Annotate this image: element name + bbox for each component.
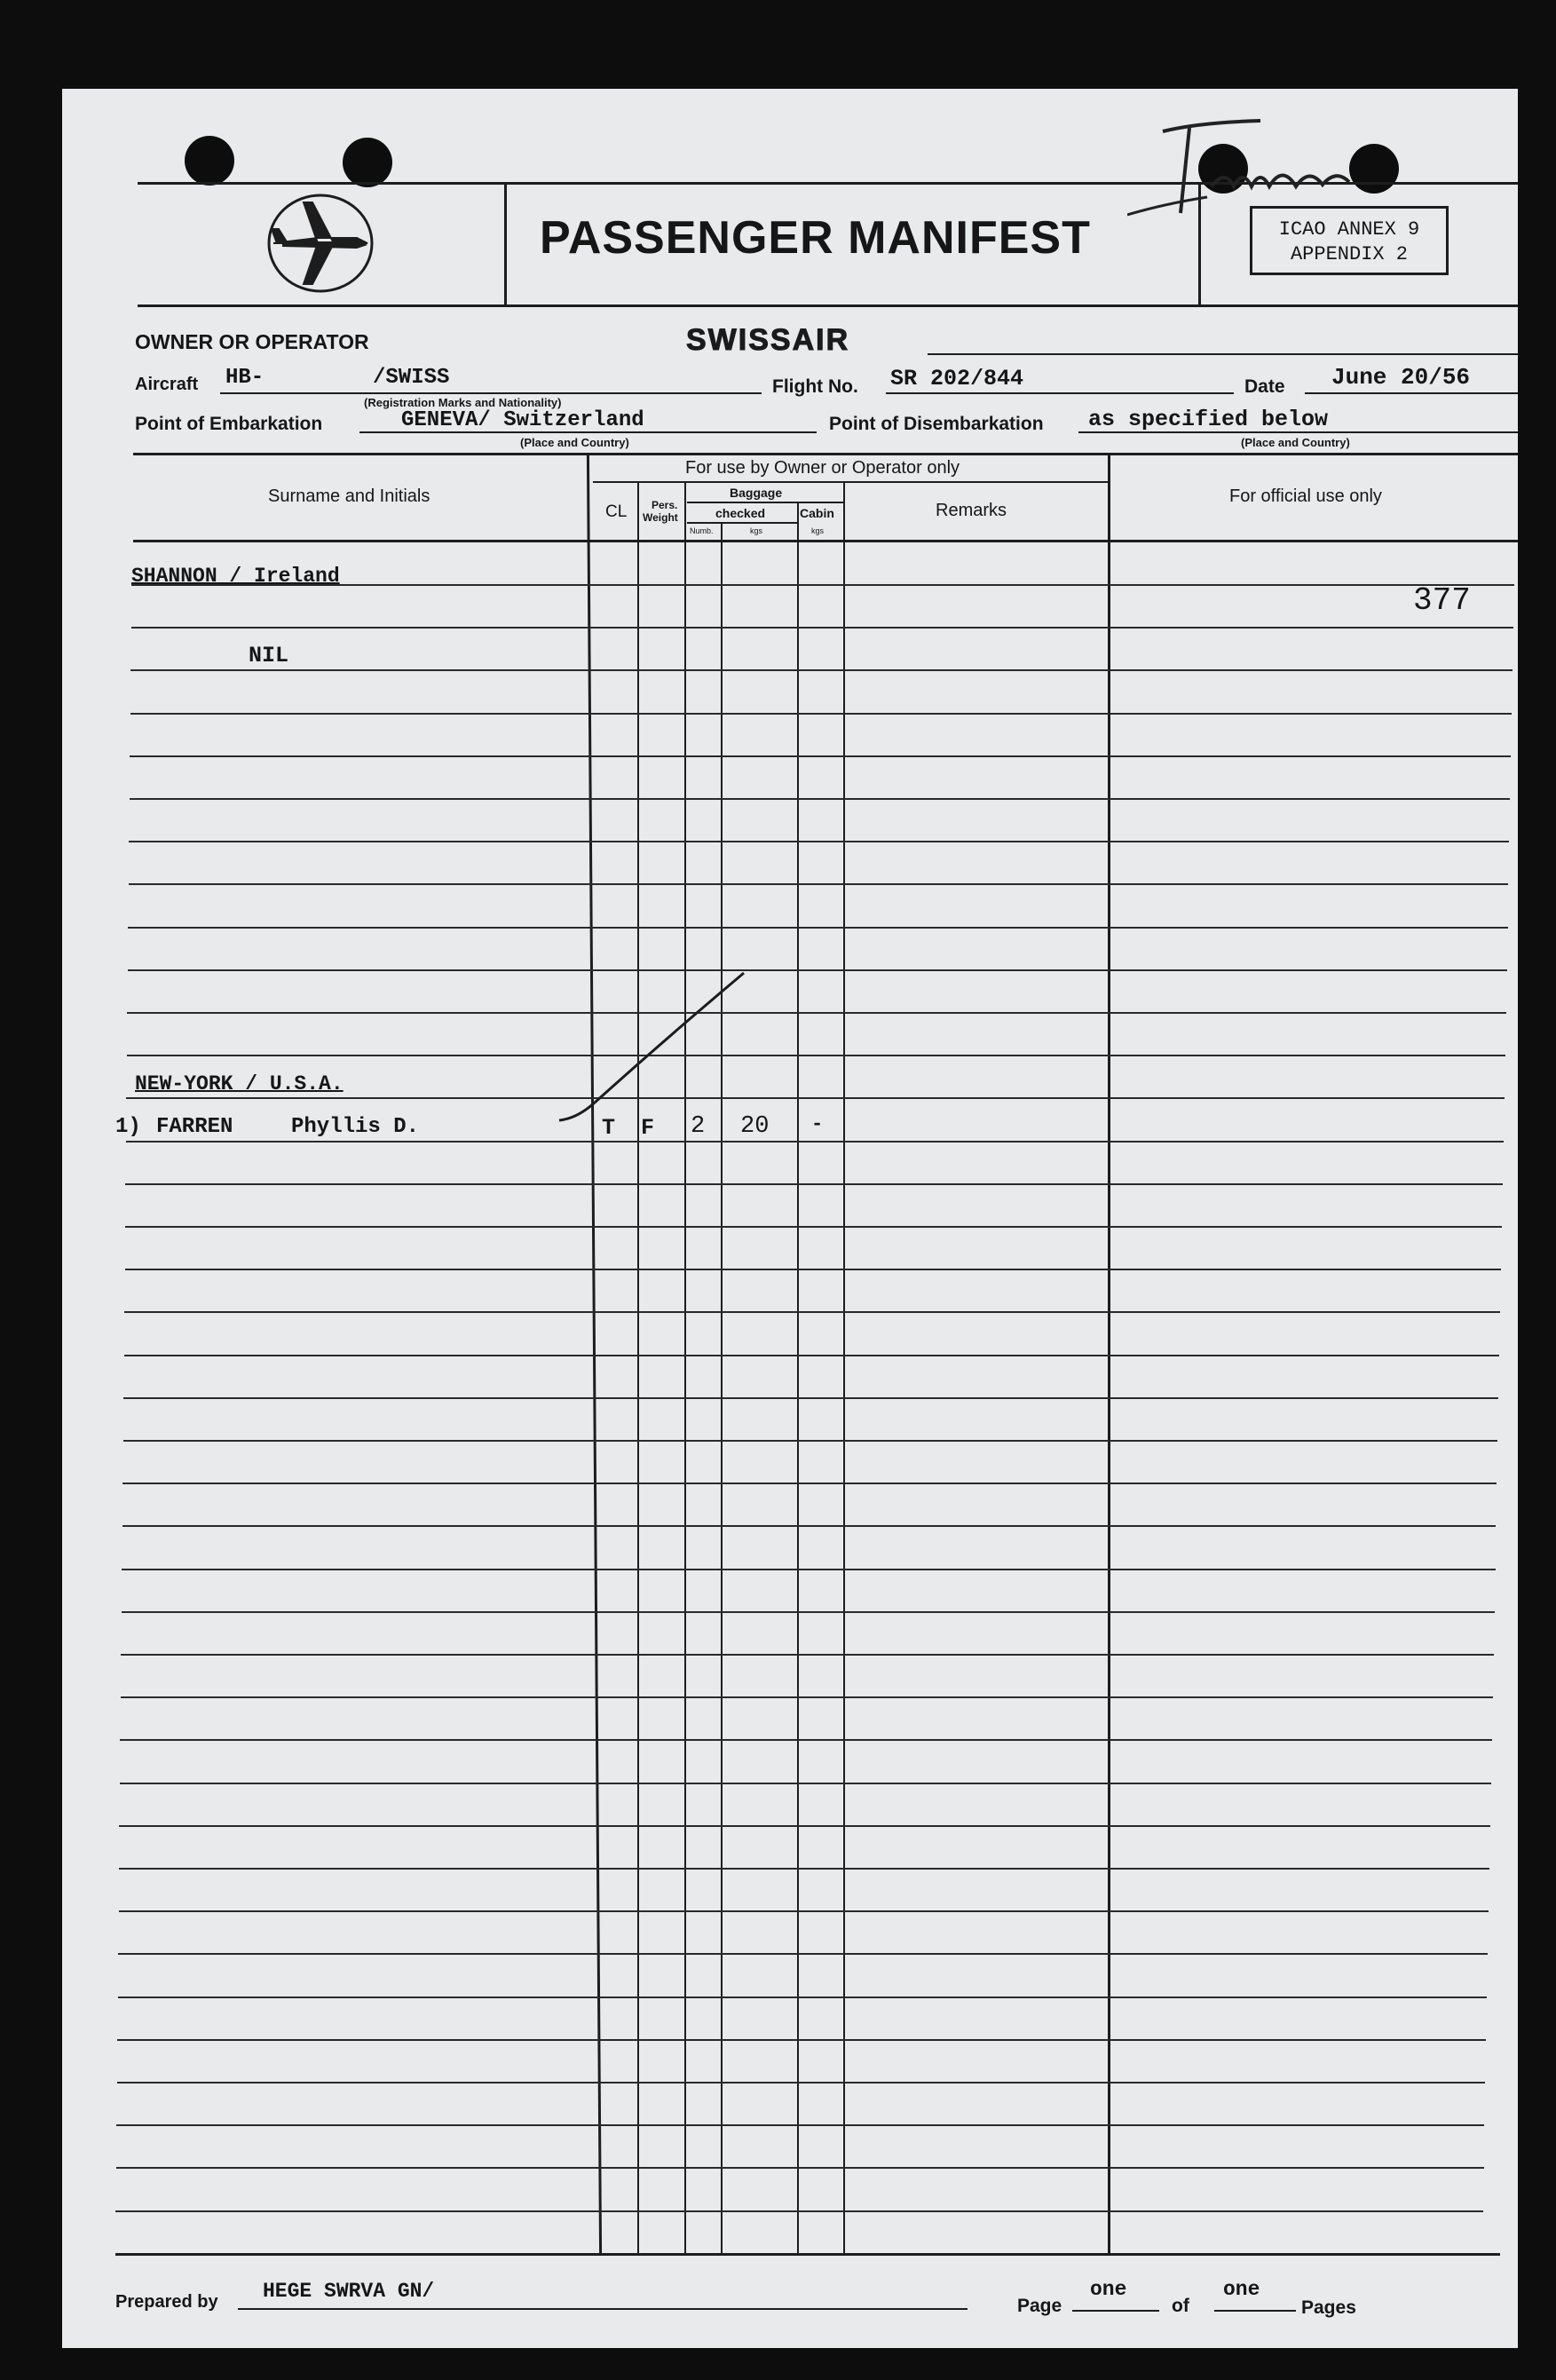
table-row-line [127,1055,1505,1056]
kgs-header: kgs [750,526,763,535]
table-row-line [125,1269,1502,1270]
disembarkation-sub-label: (Place and Country) [1241,436,1350,449]
date-label: Date [1244,376,1285,397]
total-pages-value: one [1223,2278,1260,2301]
cabin-kgs-header: kgs [811,526,825,535]
check-tick-mark [550,968,754,1127]
prepared-by-value: HEGE SWRVA GN/ [263,2280,435,2303]
official-use-header: For official use only [1229,486,1382,506]
table-row-line [131,627,1514,629]
flight-value: SR 202/844 [890,366,1024,391]
handwritten-initials [1127,115,1394,222]
cl-column-header: CL [605,502,628,521]
pers-weight-header-2: Weight [643,511,678,524]
table-row-line [115,2210,1482,2212]
table-row-line [130,755,1511,757]
table-row-line [116,2124,1484,2126]
icao-annex: ICAO ANNEX 9 [1278,218,1420,241]
icao-appendix: APPENDIX 2 [1290,243,1409,265]
table-row-line [119,1910,1489,1912]
embarkation-label: Point of Embarkation [135,414,323,434]
aircraft-sub-label: (Registration Marks and Nationality) [364,396,562,409]
stop-heading-shannon: SHANNON / Ireland [131,565,340,588]
table-row-line [130,713,1513,715]
table-row-line [120,1783,1491,1784]
table-row-line [124,1355,1500,1356]
passenger-weight: F [641,1115,655,1141]
table-row-line [121,1654,1493,1656]
table-row-line [125,1226,1502,1228]
table-row-line [129,841,1509,842]
disembarkation-label: Point of Disembarkation [829,414,1044,434]
table-row-line [121,1696,1493,1698]
passenger-index: 1) [115,1115,141,1139]
table-row-line [126,1141,1504,1143]
passenger-class: T [602,1115,616,1141]
table-row-line [130,798,1511,800]
embarkation-sub-label: (Place and Country) [520,436,629,449]
table-row-line [122,1525,1497,1527]
table-row-line [117,2082,1486,2083]
table-row-line [122,1569,1495,1570]
page-label: Page [1017,2296,1062,2316]
operator-label: OWNER OR OPERATOR [135,330,369,353]
table-row-line [118,1997,1488,1998]
checked-header: checked [715,506,766,520]
table-row-line [124,1311,1500,1313]
shannon-nil: NIL [249,643,289,668]
table-row-line [119,1825,1489,1827]
table-row-line [123,1440,1498,1442]
table-row-line [126,1097,1504,1099]
table-row-line [117,2039,1486,2041]
table-row-line [128,969,1507,971]
pers-weight-header-1: Pers. [652,499,678,511]
disembarkation-value: as specified below [1088,407,1329,432]
table-row-line [122,1611,1495,1613]
airplane-logo-icon [265,192,376,295]
table-row-line [127,1012,1505,1014]
punch-hole [185,136,234,186]
passenger-surname: FARREN [156,1115,233,1139]
cabin-kgs: - [811,1113,824,1135]
aircraft-label: Aircraft [135,375,199,394]
table-row-line [129,883,1509,885]
form-title: PASSENGER MANIFEST [540,212,1091,264]
table-row-line [123,1397,1498,1399]
table-row-line [120,1739,1491,1741]
table-row-line [125,1183,1502,1185]
of-label: of [1172,2296,1189,2316]
table-row-line [128,927,1507,929]
table-row-line [118,1953,1488,1955]
pages-label: Pages [1301,2297,1356,2318]
table-row-line [130,669,1513,671]
punch-hole [343,138,392,187]
embarkation-value: GENEVA/ Switzerland [401,408,644,432]
flight-label: Flight No. [772,376,858,397]
operator-value: SWISSAIR [686,323,850,357]
baggage-kgs: 20 [740,1113,770,1140]
table-row-line [116,2167,1484,2169]
numb-header: Numb. [690,526,714,535]
table-row-line [119,1868,1489,1870]
aircraft-value: HB- [225,366,265,390]
official-reference-number: 377 [1413,582,1471,619]
page-value: one [1090,2278,1127,2301]
stop-heading-new-york: NEW-YORK / U.S.A. [135,1072,344,1095]
surname-column-header: Surname and Initials [268,486,430,506]
prepared-by-label: Prepared by [115,2292,218,2312]
cabin-header: Cabin [800,506,834,520]
aircraft-nationality: /SWISS [373,366,450,390]
baggage-header: Baggage [730,486,783,500]
baggage-count: 2 [691,1113,706,1140]
remarks-header: Remarks [936,501,1007,520]
owner-use-header: For use by Owner or Operator only [685,458,960,478]
date-value: June 20/56 [1331,364,1471,391]
passenger-given-name: Phyllis D. [291,1115,420,1139]
table-row-line [122,1483,1497,1484]
